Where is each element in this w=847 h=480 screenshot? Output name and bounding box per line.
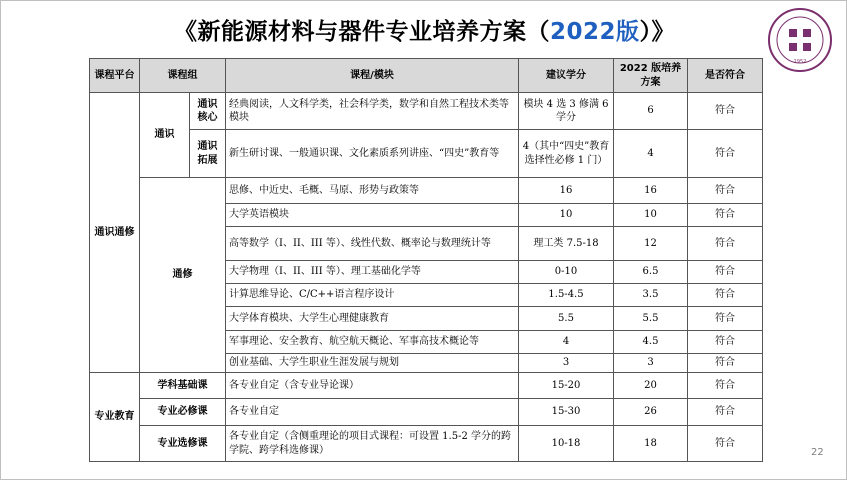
match-cell: 符合 <box>688 178 763 204</box>
plan-cell: 4 <box>614 130 688 178</box>
header-credit: 建议学分 <box>519 59 614 93</box>
plan-cell: 6 <box>614 93 688 130</box>
plan-cell: 3.5 <box>614 284 688 307</box>
match-cell: 符合 <box>688 204 763 227</box>
credit-cell: 5.5 <box>519 307 614 331</box>
credit-cell: 4（其中“四史”教育选择性必修 1 门） <box>519 130 614 178</box>
university-seal-icon <box>767 7 833 73</box>
plan-cell: 20 <box>614 373 688 399</box>
title-suffix: ）》 <box>639 19 675 45</box>
module-cell: 高等数学（I、II、III 等）、线性代数、概率论与数理统计等 <box>226 227 519 261</box>
credit-cell: 15-30 <box>519 399 614 426</box>
table-row <box>90 93 763 130</box>
module-cell: 思修、中近史、毛概、马原、形势与政策等 <box>226 178 519 204</box>
module-cell: 各专业自定 <box>226 399 519 426</box>
plan-cell: 6.5 <box>614 261 688 284</box>
match-cell: 符合 <box>688 426 763 462</box>
module-cell: 计算思维导论、C/C++语言程序设计 <box>226 284 519 307</box>
credit-cell: 3 <box>519 354 614 373</box>
match-cell: 符合 <box>688 261 763 284</box>
platform-major: 专业教育 <box>90 373 140 462</box>
match-cell: 符合 <box>688 284 763 307</box>
module-cell: 各专业自定（含专业导论课） <box>226 373 519 399</box>
credit-cell: 15-20 <box>519 373 614 399</box>
header-module: 课程/模块 <box>226 59 519 93</box>
module-cell: 创业基础、大学生职业生涯发展与规划 <box>226 354 519 373</box>
module-cell: 大学英语模块 <box>226 204 519 227</box>
title-year: 2022版 <box>549 19 640 45</box>
credit-cell: 模块 4 选 3 修满 6 学分 <box>519 93 614 130</box>
plan-cell: 5.5 <box>614 307 688 331</box>
header-platform: 课程平台 <box>90 59 140 93</box>
subgroup-core: 通识核心 <box>190 93 226 130</box>
match-cell: 符合 <box>688 307 763 331</box>
module-cell: 军事理论、安全教育、航空航天概论、军事高技术概论等 <box>226 331 519 354</box>
header-plan: 2022 版培养方案 <box>614 59 688 93</box>
training-plan-table <box>89 58 763 462</box>
match-cell: 符合 <box>688 331 763 354</box>
match-cell: 符合 <box>688 354 763 373</box>
plan-cell: 26 <box>614 399 688 426</box>
table-row <box>90 178 763 204</box>
module-cell: 大学物理（I、II、III 等）、理工基础化学等 <box>226 261 519 284</box>
seal-year: 1952 <box>793 59 807 65</box>
group-cell: 专业必修课 <box>140 399 226 426</box>
slide-title <box>1 13 847 46</box>
subgroup-ext: 通识拓展 <box>190 130 226 178</box>
credit-cell: 4 <box>519 331 614 354</box>
credit-cell: 10-18 <box>519 426 614 462</box>
group-tongxiu: 通修 <box>140 178 226 373</box>
match-cell: 符合 <box>688 399 763 426</box>
plan-cell: 18 <box>614 426 688 462</box>
module-cell: 各专业自定（含侧重理论的项目式课程：可设置 1.5-2 学分的跨学院、跨学科选修课） <box>226 426 519 462</box>
match-cell: 符合 <box>688 130 763 178</box>
module-cell: 大学体育模块、大学生心理健康教育 <box>226 307 519 331</box>
plan-cell: 12 <box>614 227 688 261</box>
title-prefix: 《新能源材料与器件专业培养方案（ <box>173 19 550 45</box>
table-row <box>90 130 763 178</box>
credit-cell: 0-10 <box>519 261 614 284</box>
header-group: 课程组 <box>140 59 226 93</box>
credit-cell: 理工类 7.5-18 <box>519 227 614 261</box>
module-cell: 新生研讨课、一般通识课、文化素质系列讲座、“四史”教育等 <box>226 130 519 178</box>
match-cell: 符合 <box>688 227 763 261</box>
table-row <box>90 399 763 426</box>
plan-cell: 16 <box>614 178 688 204</box>
match-cell: 符合 <box>688 93 763 130</box>
table-row <box>90 373 763 399</box>
platform-general: 通识通修 <box>90 93 140 373</box>
table-row <box>90 426 763 462</box>
credit-cell: 16 <box>519 178 614 204</box>
module-cell: 经典阅读，人文科学类，社会科学类，数学和自然工程技术类等模块 <box>226 93 519 130</box>
header-row <box>90 59 763 93</box>
plan-cell: 4.5 <box>614 331 688 354</box>
plan-cell: 10 <box>614 204 688 227</box>
match-cell: 符合 <box>688 373 763 399</box>
group-cell: 专业选修课 <box>140 426 226 462</box>
group-tongshi: 通识 <box>140 93 190 178</box>
header-match: 是否符合 <box>688 59 763 93</box>
credit-cell: 10 <box>519 204 614 227</box>
plan-cell: 3 <box>614 354 688 373</box>
credit-cell: 1.5-4.5 <box>519 284 614 307</box>
group-cell: 学科基础课 <box>140 373 226 399</box>
page-number: 22 <box>811 447 824 458</box>
